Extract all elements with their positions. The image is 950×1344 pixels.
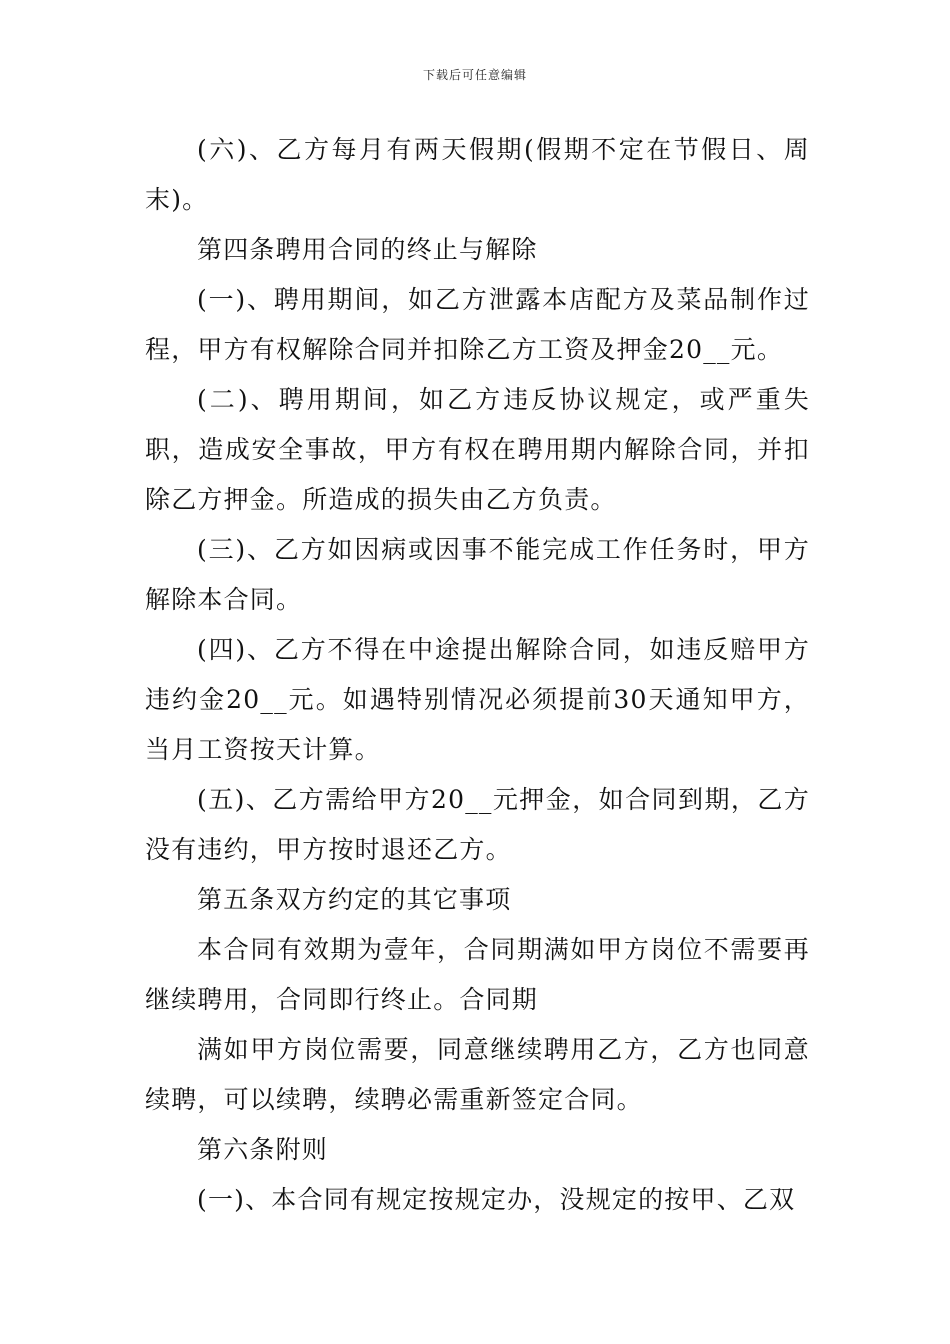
heading-article-6: 第六条附则 — [197, 1135, 329, 1164]
paragraph-termination-4: (四)、乙方不得在中途提出解除合同，如违反赔甲方违约金20__元。如遇特别情况必须提前30天通知甲方，当月工资按天计算。 — [145, 635, 810, 764]
paragraph-supplementary-1: (一)、本合同有规定按规定办，没规定的按甲、乙双 — [197, 1185, 796, 1214]
paragraph-termination-3: (三)、乙方如因病或因事不能完成工作任务时，甲方解除本合同。 — [145, 535, 810, 614]
paragraph-renewal: 满如甲方岗位需要，同意继续聘用乙方，乙方也同意续聘，可以续聘，续聘必需重新签定合同。 — [145, 1035, 810, 1114]
paragraph-termination-1: (一)、聘用期间，如乙方泄露本店配方及菜品制作过程，甲方有权解除合同并扣除乙方工资及押金20__元。 — [145, 285, 810, 364]
paragraph-termination-5: (五)、乙方需给甲方20__元押金，如合同到期，乙方没有违约，甲方按时退还乙方。 — [145, 785, 810, 864]
paragraph-validity-period: 本合同有效期为壹年，合同期满如甲方岗位不需要再继续聘用，合同即行终止。合同期 — [145, 935, 810, 1014]
heading-article-4: 第四条聘用合同的终止与解除 — [197, 235, 538, 264]
heading-article-5: 第五条双方约定的其它事项 — [197, 885, 512, 914]
document-body — [145, 125, 810, 1225]
header-note: 下载后可任意编辑 — [422, 68, 527, 82]
paragraph-clause-6-holidays: (六)、乙方每月有两天假期(假期不定在节假日、周末)。 — [145, 135, 810, 214]
paragraph-termination-2: (二)、聘用期间，如乙方违反协议规定，或严重失职，造成安全事故，甲方有权在聘用期内解除合同，并扣除乙方押金。所造成的损失由乙方负责。 — [145, 385, 810, 514]
